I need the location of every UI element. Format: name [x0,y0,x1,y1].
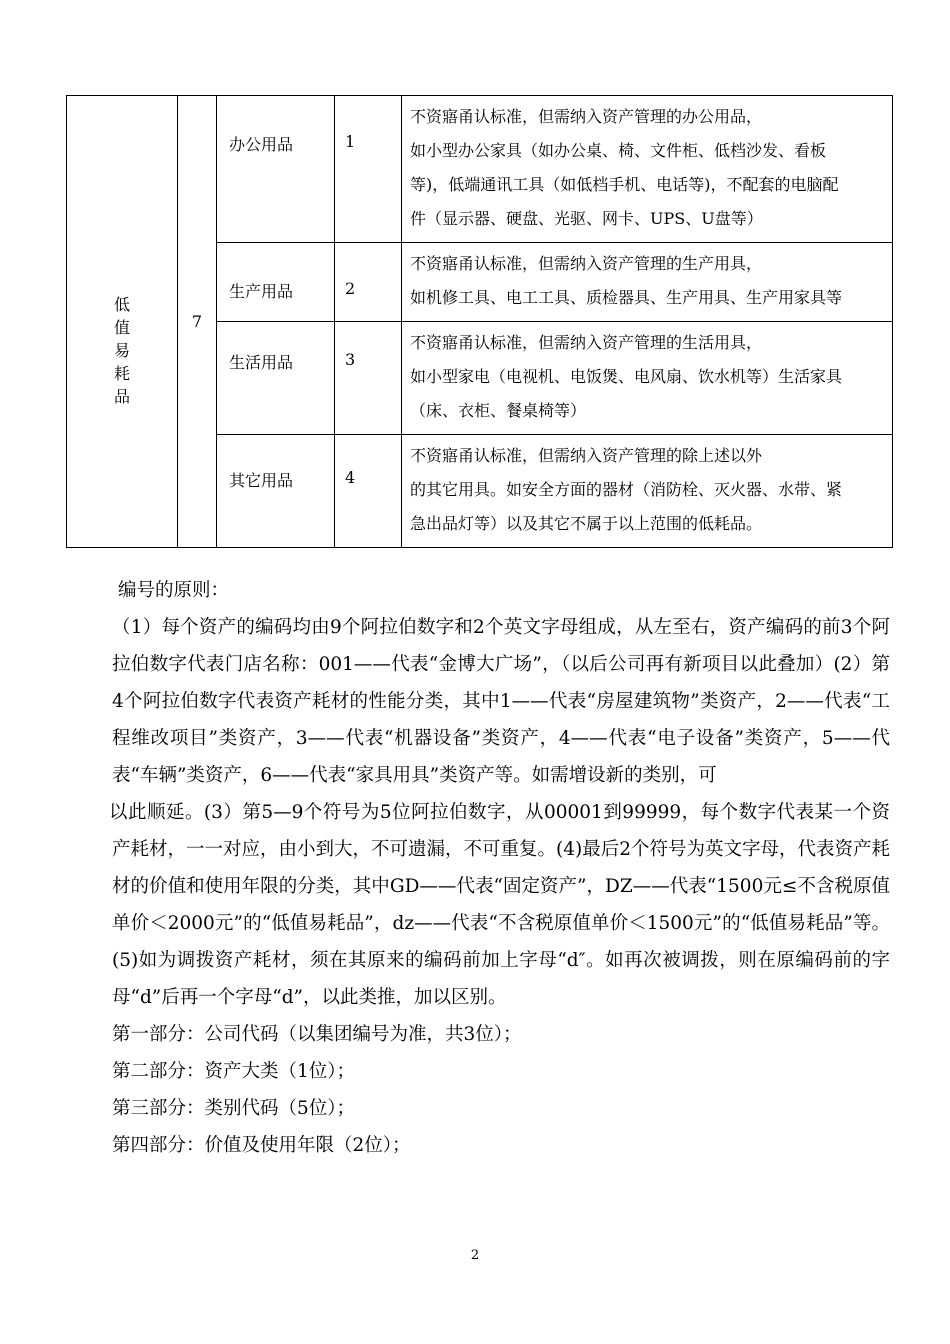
subcategory-production: 生产用品 [217,243,335,322]
description-living [402,322,893,435]
desc-line: 不资寤甬认标准，但需纳入资产管理的除上述以外 [410,446,763,465]
subcategory-office: 办公用品 [217,96,335,243]
subcategory-living: 生活用品 [217,322,335,435]
desc-line: 不资寤甬认标准，但需纳入资产管理的生产用具， [410,254,763,273]
desc-line: 如小型家电（电视机、电饭煲、电风扇、饮水机等）生活家具 [410,367,843,386]
part-4: 第四部分：价值及使用年限（2位）； [112,1135,411,1156]
part-2: 第二部分：资产大类（1位）； [112,1061,356,1082]
section-heading: 编号的原则： [118,580,230,601]
part-1: 第一部分：公司代码（以集团编号为准，共3位）； [112,1024,522,1045]
part-3: 第三部分：类别代码（5位）； [112,1098,356,1119]
desc-line: 如机修工具、电工工具、质检器具、生产用具、生产用家具等 [410,288,843,307]
desc-line: 的其它用具。如安全方面的器材（消防栓、灭火器、水带、紧 [410,480,843,499]
description-production [402,243,893,322]
principle-paragraph-1: （1）每个资产的编码均由9个阿拉伯数字和2个英文字母组成，从左至右，资产编码的前3个阿拉伯数字代表门店名称：001——代表“金博大广场”，（以后公司再有新项目以此叠加）(2）第4个阿拉伯数字代表资产耗材的性能分类，其中1——代表“房屋建筑物”类资产，2——代表“工程维改项目”类资产，3——代表“机器设备”类资产，4——代表“电子设备”类资产，5——代表“车辆”类资产，6——代表“家具用具”类资产等。如需增设新的类别，可 [112,617,890,786]
principle-paragraph-2: 以此顺延。(3）第5—9个符号为5位阿拉伯数字，从00001到99999，每个数字代表某一个资产耗材，一一对应，由小到大，不可遗漏，不可重复。(4)最后2个符号为英文字母，代表资产耗材的价值和使用年限的分类，其中GD——代表“固定资产”，DZ——代表“1500元≤不含税原值单价＜2000元”的“低值易耗品”，dz——代表“不含税原值单价＜1500元”的“低值易耗品”等。(5)如为调拨资产耗材，须在其原来的编码前加上字母“d″。如再次被调拨，则在原编码前的字母“d”后再一个字母“d”，以此类推，加以区别。 [109,802,890,1008]
index-1: 1 [335,96,402,243]
desc-line: 等)，低端通讯工具（如低档手机、电话等)，不配套的电脑配 [410,175,839,194]
description-other [402,435,893,548]
asset-category-table [66,95,893,548]
numbering-principles [109,572,890,1164]
index-2: 2 [335,243,402,322]
page-number: 2 [470,1248,480,1263]
category-label: 低值易耗品 [113,295,130,406]
desc-line: 件（显示器、硬盘、光驱、网卡、UPS、U盘等） [410,209,763,228]
description-office [402,96,893,243]
index-4: 4 [335,435,402,548]
index-3: 3 [335,322,402,435]
subcategory-other: 其它用品 [217,435,335,548]
desc-line: 不资寤甬认标准，但需纳入资产管理的生活用具， [410,333,763,352]
desc-line: （床、衣柜、餐桌椅等） [410,401,587,420]
desc-line: 如小型办公家具（如办公桌、椅、文件柜、低档沙发、看板 [410,141,827,160]
category-number: 7 [178,96,217,548]
category-cell [67,96,178,548]
desc-line: 急出品灯等）以及其它不属于以上范围的低耗品。 [410,514,763,533]
desc-line: 不资寤甬认标准，但需纳入资产管理的办公用品， [410,107,763,126]
